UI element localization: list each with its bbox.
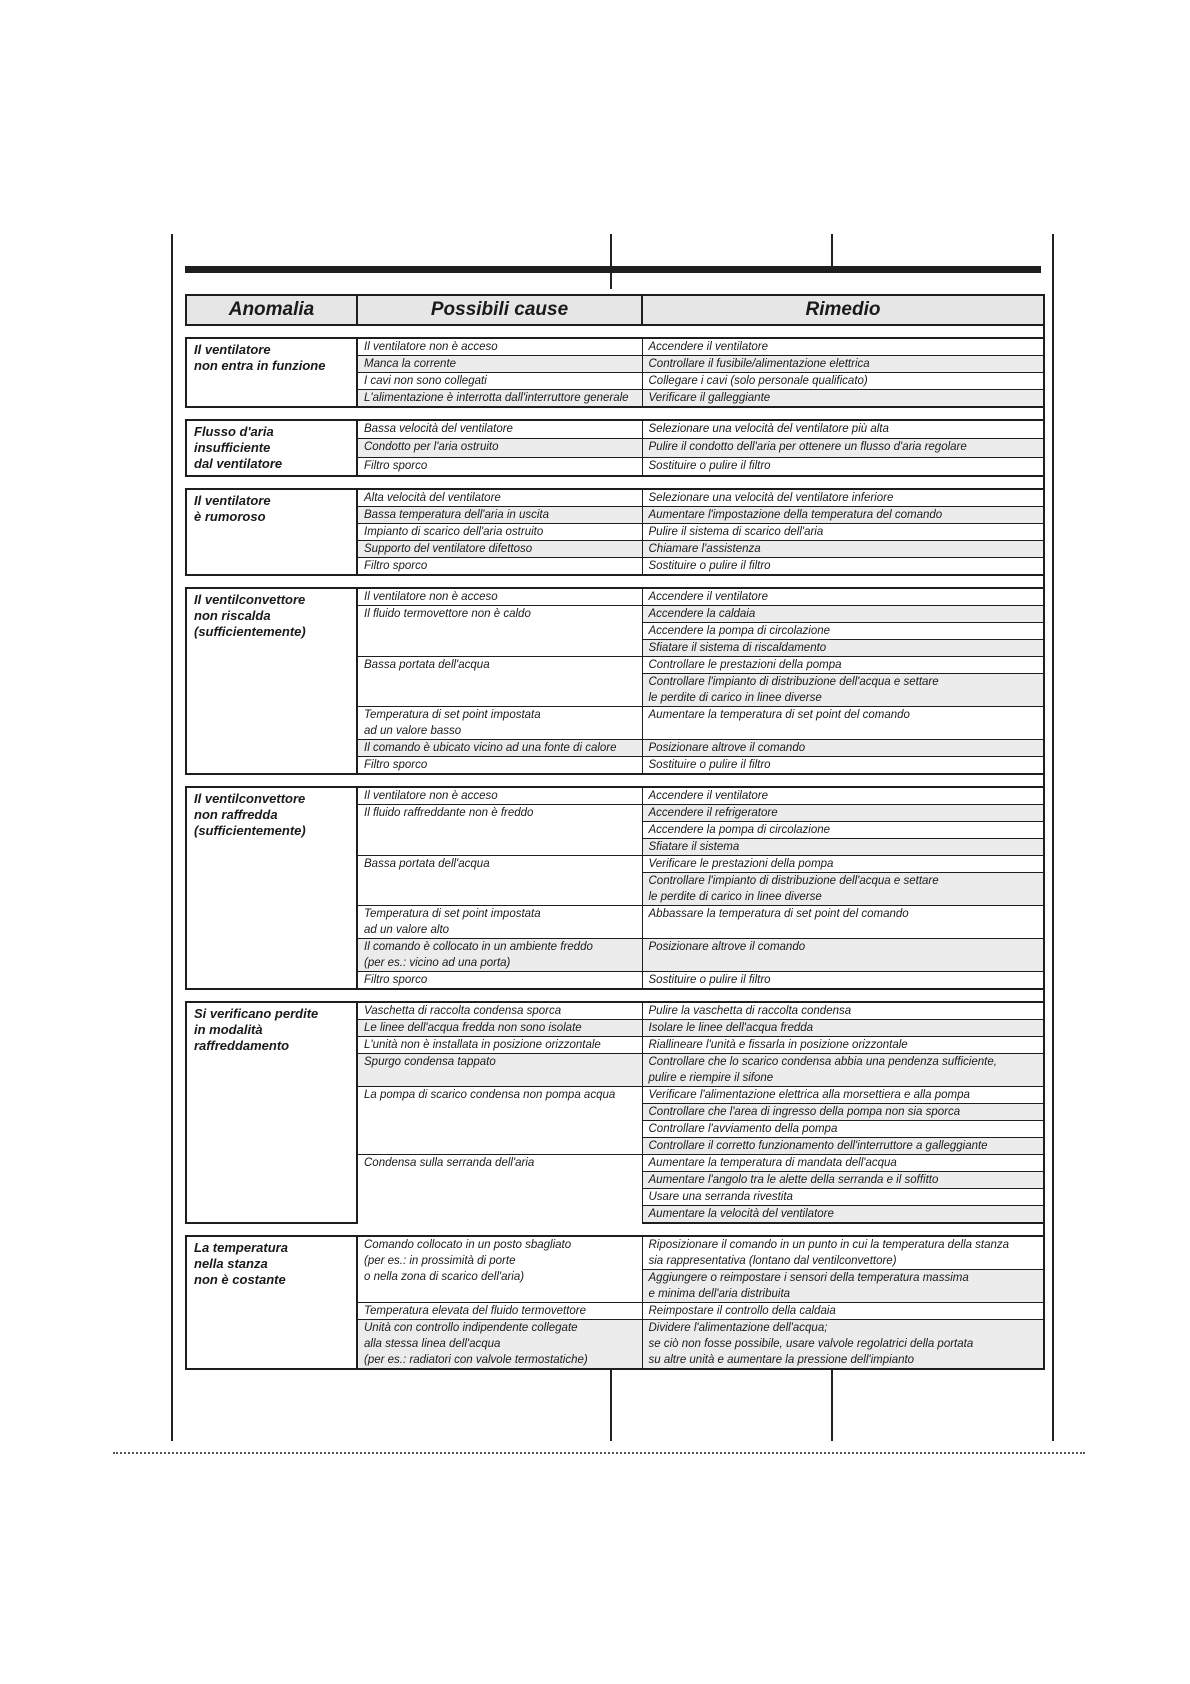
text-line: Il fluido termovettore non è caldo bbox=[364, 608, 531, 620]
text-line: Si verificano perdite bbox=[194, 1006, 319, 1021]
cause-cell bbox=[357, 757, 642, 775]
text-line: Il comando è ubicato vicino ad una fonte di calore bbox=[364, 742, 617, 754]
cause-cell bbox=[357, 390, 642, 408]
text-line: pulire e riempire il sifone bbox=[648, 1072, 774, 1084]
cause-cell bbox=[357, 524, 642, 541]
spacer-cell bbox=[186, 407, 1044, 420]
text-line: (per es.: radiatori con valvole termostatiche) bbox=[364, 1354, 588, 1366]
cause-cell bbox=[357, 740, 642, 757]
section-spacer bbox=[186, 476, 1044, 489]
remedy-cell bbox=[642, 1172, 1044, 1189]
remedy-cell bbox=[642, 657, 1044, 674]
text-line: e minima dell'aria distribuita bbox=[648, 1288, 791, 1300]
text-line: Verificare l'alimentazione elettrica alla morsettiera e alla pompa bbox=[648, 1089, 970, 1101]
text-line: Le linee dell'acqua fredda non sono isolate bbox=[364, 1022, 582, 1034]
section-spacer bbox=[186, 774, 1044, 787]
cause-cell bbox=[357, 1054, 642, 1087]
remedy-cell bbox=[642, 1303, 1044, 1320]
cause-cell bbox=[357, 1155, 642, 1224]
text-line: Impianto di scarico dell'aria ostruito bbox=[364, 526, 544, 538]
table-row bbox=[186, 489, 1044, 507]
remedy-cell bbox=[642, 606, 1044, 623]
text-line: nella stanza bbox=[194, 1256, 268, 1271]
remedy-cell bbox=[642, 787, 1044, 805]
text-line: Il ventilatore bbox=[194, 342, 271, 357]
remedy-cell bbox=[642, 373, 1044, 390]
remedy-cell bbox=[642, 1189, 1044, 1206]
remedy-cell bbox=[642, 1002, 1044, 1020]
text-line: non è costante bbox=[194, 1272, 286, 1287]
text-line: Vaschetta di raccolta condensa sporca bbox=[364, 1005, 562, 1017]
text-line: Bassa portata dell'acqua bbox=[364, 659, 490, 671]
remedy-cell bbox=[642, 558, 1044, 576]
frame-left-line bbox=[171, 234, 173, 1441]
text-line: Posizionare altrove il comando bbox=[648, 941, 806, 953]
text-line: non riscalda bbox=[194, 608, 271, 623]
text-line: Il ventilconvettore bbox=[194, 791, 306, 806]
cause-cell bbox=[357, 1020, 642, 1037]
text-line: le perdite di carico in linee diverse bbox=[648, 891, 822, 903]
frame-mid-line-top-1 bbox=[610, 234, 612, 289]
remedy-cell bbox=[642, 1155, 1044, 1172]
cause-cell bbox=[357, 1236, 642, 1303]
text-line: Il ventilatore bbox=[194, 493, 271, 508]
text-line: Pulire la vaschetta di raccolta condensa bbox=[648, 1005, 852, 1017]
text-line: Controllare l'impianto di distribuzione dell'acqua e settare bbox=[648, 676, 939, 688]
remedy-cell bbox=[642, 1320, 1044, 1370]
text-line: ad un valore basso bbox=[364, 725, 462, 737]
text-line: Controllare il corretto funzionamento dell'interruttore a galleggiante bbox=[648, 1140, 988, 1152]
spacer-cell bbox=[186, 774, 1044, 787]
remedy-cell bbox=[642, 1087, 1044, 1104]
text-line: (sufficientemente) bbox=[194, 823, 306, 838]
text-line: Il fluido raffreddante non è freddo bbox=[364, 807, 534, 819]
text-line: Pulire il condotto dell'aria per ottenere un flusso d'aria regolare bbox=[648, 441, 967, 454]
remedy-cell bbox=[642, 489, 1044, 507]
cause-cell bbox=[357, 1037, 642, 1054]
text-line: Il ventilatore non è acceso bbox=[364, 341, 498, 353]
text-line: Accendere la caldaia bbox=[648, 608, 756, 620]
cause-cell bbox=[357, 439, 642, 457]
anomaly-cell bbox=[186, 1002, 357, 1223]
text-line: Il comando è collocato in un ambiente freddo bbox=[364, 941, 593, 953]
cause-cell bbox=[357, 972, 642, 990]
header-remedy: Rimedio bbox=[642, 295, 1044, 325]
remedy-cell bbox=[642, 588, 1044, 606]
text-line: Unità con controllo indipendente collegate bbox=[364, 1322, 578, 1334]
text-line: Aumentare l'angolo tra le alette della serranda e il soffitto bbox=[648, 1174, 939, 1186]
text-line: Sostituire o pulire il filtro bbox=[648, 459, 771, 472]
remedy-cell bbox=[642, 740, 1044, 757]
text-line: Filtro sporco bbox=[364, 974, 428, 986]
text-line: Aumentare la temperatura di mandata dell'acqua bbox=[648, 1157, 897, 1169]
text-line: Dividere l'alimentazione dell'acqua; bbox=[648, 1322, 828, 1334]
cause-cell bbox=[357, 856, 642, 906]
remedy-cell bbox=[642, 1270, 1044, 1303]
remedy-cell bbox=[642, 856, 1044, 873]
cause-cell bbox=[357, 420, 642, 439]
text-line: Verificare il galleggiante bbox=[648, 392, 771, 404]
text-line: Accendere il ventilatore bbox=[648, 591, 769, 603]
remedy-cell bbox=[642, 1054, 1044, 1087]
cause-cell bbox=[357, 338, 642, 356]
text-line: Il ventilatore non è acceso bbox=[364, 591, 498, 603]
remedy-cell bbox=[642, 674, 1044, 707]
cause-cell bbox=[357, 356, 642, 373]
remedy-cell bbox=[642, 457, 1044, 476]
text-line: sia rappresentativa (lontano dal ventilconvettore) bbox=[648, 1255, 897, 1267]
text-line: Temperatura elevata del fluido termovettore bbox=[364, 1305, 587, 1317]
text-line: Bassa portata dell'acqua bbox=[364, 858, 490, 870]
text-line: Temperatura di set point impostata bbox=[364, 908, 541, 920]
text-line: Aumentare la velocità del ventilatore bbox=[648, 1208, 834, 1220]
frame-right-line bbox=[1052, 234, 1054, 1441]
spacer-cell bbox=[186, 1223, 1044, 1236]
text-line: su altre unità e aumentare la pressione dell'impianto bbox=[648, 1354, 915, 1366]
text-line: Sostituire o pulire il filtro bbox=[648, 560, 771, 572]
cause-cell bbox=[357, 588, 642, 606]
remedy-cell bbox=[642, 541, 1044, 558]
text-line: Alta velocità del ventilatore bbox=[364, 492, 501, 504]
text-line: Accendere la pompa di circolazione bbox=[648, 824, 831, 836]
anomaly-cell bbox=[186, 489, 357, 575]
cause-cell bbox=[357, 805, 642, 856]
text-line: le perdite di carico in linee diverse bbox=[648, 692, 822, 704]
text-line: Accendere il ventilatore bbox=[648, 341, 769, 353]
text-line: Posizionare altrove il comando bbox=[648, 742, 806, 754]
section-spacer bbox=[186, 575, 1044, 588]
remedy-cell bbox=[642, 939, 1044, 972]
table-row bbox=[186, 420, 1044, 439]
text-line: La pompa di scarico condensa non pompa acqua bbox=[364, 1089, 616, 1101]
text-line: Condensa sulla serranda dell'aria bbox=[364, 1157, 535, 1169]
frame-mid-line-bottom-1 bbox=[610, 1370, 612, 1441]
text-line: Controllare che lo scarico condensa abbia una pendenza sufficiente, bbox=[648, 1056, 997, 1068]
section-spacer bbox=[186, 989, 1044, 1002]
section-spacer bbox=[186, 325, 1044, 338]
text-line: non entra in funzione bbox=[194, 358, 326, 373]
text-line: La temperatura bbox=[194, 1240, 288, 1255]
table-row bbox=[186, 1236, 1044, 1270]
cause-cell bbox=[357, 939, 642, 972]
cause-cell bbox=[357, 657, 642, 707]
text-line: Manca la corrente bbox=[364, 358, 457, 370]
section-spacer bbox=[186, 407, 1044, 420]
troubleshooting-table bbox=[185, 294, 1045, 1370]
spacer-cell bbox=[186, 476, 1044, 489]
table-row bbox=[186, 338, 1044, 356]
text-line: (sufficientemente) bbox=[194, 624, 306, 639]
text-line: Comando collocato in un posto sbagliato bbox=[364, 1239, 572, 1251]
anomaly-cell bbox=[186, 1236, 357, 1369]
remedy-cell bbox=[642, 972, 1044, 990]
text-line: Aumentare la temperatura di set point del comando bbox=[648, 709, 910, 721]
page-cut-line bbox=[113, 1452, 1085, 1454]
spacer-cell bbox=[186, 575, 1044, 588]
header-anomaly: Anomalia bbox=[186, 295, 357, 325]
remedy-cell bbox=[642, 420, 1044, 439]
text-line: Filtro sporco bbox=[364, 759, 428, 771]
text-line: (per es.: in prossimità di porte bbox=[364, 1255, 516, 1267]
remedy-cell bbox=[642, 1104, 1044, 1121]
text-line: Accendere il ventilatore bbox=[648, 790, 769, 802]
anomaly-cell bbox=[186, 588, 357, 774]
cause-cell bbox=[357, 457, 642, 476]
cause-cell bbox=[357, 906, 642, 939]
text-line: Condotto per l'aria ostruito bbox=[364, 441, 499, 454]
text-line: se ciò non fosse possibile, usare valvole regolatrici della portata bbox=[648, 1338, 974, 1350]
remedy-cell bbox=[642, 439, 1044, 457]
cause-cell bbox=[357, 1087, 642, 1155]
header-rule bbox=[185, 266, 1041, 273]
remedy-cell bbox=[642, 507, 1044, 524]
cause-cell bbox=[357, 558, 642, 576]
text-line: Controllare che l'area di ingresso della pompa non sia sporca bbox=[648, 1106, 961, 1118]
text-line: Il ventilconvettore bbox=[194, 592, 306, 607]
remedy-cell bbox=[642, 1236, 1044, 1270]
text-line: Temperatura di set point impostata bbox=[364, 709, 541, 721]
table-row bbox=[186, 588, 1044, 606]
text-line: Filtro sporco bbox=[364, 560, 428, 572]
text-line: Chiamare l'assistenza bbox=[648, 543, 761, 555]
text-line: Aggiungere o reimpostare i sensori della temperatura massima bbox=[648, 1272, 969, 1284]
text-line: Sostituire o pulire il filtro bbox=[648, 759, 771, 771]
text-line: Accendere la pompa di circolazione bbox=[648, 625, 831, 637]
cause-cell bbox=[357, 507, 642, 524]
text-line: Sostituire o pulire il filtro bbox=[648, 974, 771, 986]
text-line: non raffredda bbox=[194, 807, 278, 822]
remedy-cell bbox=[642, 805, 1044, 822]
text-line: è rumoroso bbox=[194, 509, 266, 524]
remedy-cell bbox=[642, 839, 1044, 856]
text-line: o nella zona di scarico dell'aria) bbox=[364, 1271, 525, 1283]
cause-cell bbox=[357, 606, 642, 657]
remedy-cell bbox=[642, 623, 1044, 640]
remedy-cell bbox=[642, 390, 1044, 408]
text-line: Pulire il sistema di scarico dell'aria bbox=[648, 526, 824, 538]
text-line: Flusso d'aria bbox=[194, 424, 274, 439]
remedy-cell bbox=[642, 822, 1044, 839]
text-line: Verificare le prestazioni della pompa bbox=[648, 858, 834, 870]
section-spacer bbox=[186, 1223, 1044, 1236]
text-line: Selezionare una velocità del ventilatore inferiore bbox=[648, 492, 894, 504]
text-line: Controllare il fusibile/alimentazione elettrica bbox=[648, 358, 870, 370]
anomaly-cell bbox=[186, 787, 357, 989]
text-line: alla stessa linea dell'acqua bbox=[364, 1338, 501, 1350]
text-line: Controllare l'impianto di distribuzione dell'acqua e settare bbox=[648, 875, 939, 887]
cause-cell bbox=[357, 1303, 642, 1320]
remedy-cell bbox=[642, 757, 1044, 775]
cause-cell bbox=[357, 707, 642, 740]
remedy-cell bbox=[642, 1138, 1044, 1155]
remedy-cell bbox=[642, 873, 1044, 906]
text-line: ad un valore alto bbox=[364, 924, 450, 936]
text-line: Abbassare la temperatura di set point del comando bbox=[648, 908, 909, 920]
remedy-cell bbox=[642, 1121, 1044, 1138]
frame-mid-line-top-2 bbox=[831, 234, 833, 269]
text-line: Supporto del ventilatore difettoso bbox=[364, 543, 533, 555]
text-line: Collegare i cavi (solo personale qualificato) bbox=[648, 375, 868, 387]
text-line: insufficiente bbox=[194, 440, 271, 455]
text-line: Riposizionare il comando in un punto in cui la temperatura della stanza bbox=[648, 1239, 1010, 1251]
spacer-cell bbox=[186, 325, 1044, 338]
table-row bbox=[186, 1002, 1044, 1020]
remedy-cell bbox=[642, 1206, 1044, 1224]
text-line: Isolare le linee dell'acqua fredda bbox=[648, 1022, 814, 1034]
text-line: Sfiatare il sistema bbox=[648, 841, 740, 853]
remedy-cell bbox=[642, 1037, 1044, 1054]
text-line: Usare una serranda rivestita bbox=[648, 1191, 793, 1203]
cause-cell bbox=[357, 489, 642, 507]
remedy-cell bbox=[642, 1020, 1044, 1037]
text-line: in modalità bbox=[194, 1022, 263, 1037]
text-line: Bassa temperatura dell'aria in uscita bbox=[364, 509, 550, 521]
text-line: Spurgo condensa tappato bbox=[364, 1056, 496, 1068]
text-line: L'alimentazione è interrotta dall'interruttore generale bbox=[364, 392, 629, 404]
cause-cell bbox=[357, 541, 642, 558]
remedy-cell bbox=[642, 640, 1044, 657]
text-line: I cavi non sono collegati bbox=[364, 375, 487, 387]
frame-mid-line-bottom-2 bbox=[831, 1370, 833, 1441]
text-line: Filtro sporco bbox=[364, 459, 428, 472]
header-causes: Possibili cause bbox=[357, 295, 642, 325]
cause-cell bbox=[357, 787, 642, 805]
cause-cell bbox=[357, 1320, 642, 1370]
spacer-cell bbox=[186, 989, 1044, 1002]
text-line: Bassa velocità del ventilatore bbox=[364, 423, 513, 435]
cause-cell bbox=[357, 373, 642, 390]
remedy-cell bbox=[642, 906, 1044, 939]
anomaly-cell bbox=[186, 420, 357, 476]
text-line: Reimpostare il controllo della caldaia bbox=[648, 1305, 836, 1317]
table-row bbox=[186, 787, 1044, 805]
text-line: (per es.: vicino ad una porta) bbox=[364, 957, 511, 969]
table-header-row bbox=[186, 295, 1044, 325]
text-line: Sfiatare il sistema di riscaldamento bbox=[648, 642, 827, 654]
text-line: Accendere il refrigeratore bbox=[648, 807, 778, 819]
text-line: Il ventilatore non è acceso bbox=[364, 790, 498, 802]
remedy-cell bbox=[642, 356, 1044, 373]
text-line: Controllare le prestazioni della pompa bbox=[648, 659, 842, 671]
table-body bbox=[186, 325, 1044, 1369]
text-line: Controllare l'avviamento della pompa bbox=[648, 1123, 838, 1135]
remedy-cell bbox=[642, 707, 1044, 740]
remedy-cell bbox=[642, 524, 1044, 541]
text-line: Selezionare una velocità del ventilatore più alta bbox=[648, 423, 889, 435]
text-line: L'unità non è installata in posizione orizzontale bbox=[364, 1039, 601, 1051]
remedy-cell bbox=[642, 338, 1044, 356]
text-line: Aumentare l'impostazione della temperatura del comando bbox=[648, 509, 943, 521]
text-line: dal ventilatore bbox=[194, 456, 283, 471]
text-line: Riallineare l'unità e fissarla in posizione orizzontale bbox=[648, 1039, 908, 1051]
anomaly-cell bbox=[186, 338, 357, 407]
cause-cell bbox=[357, 1002, 642, 1020]
text-line: raffreddamento bbox=[194, 1038, 290, 1053]
